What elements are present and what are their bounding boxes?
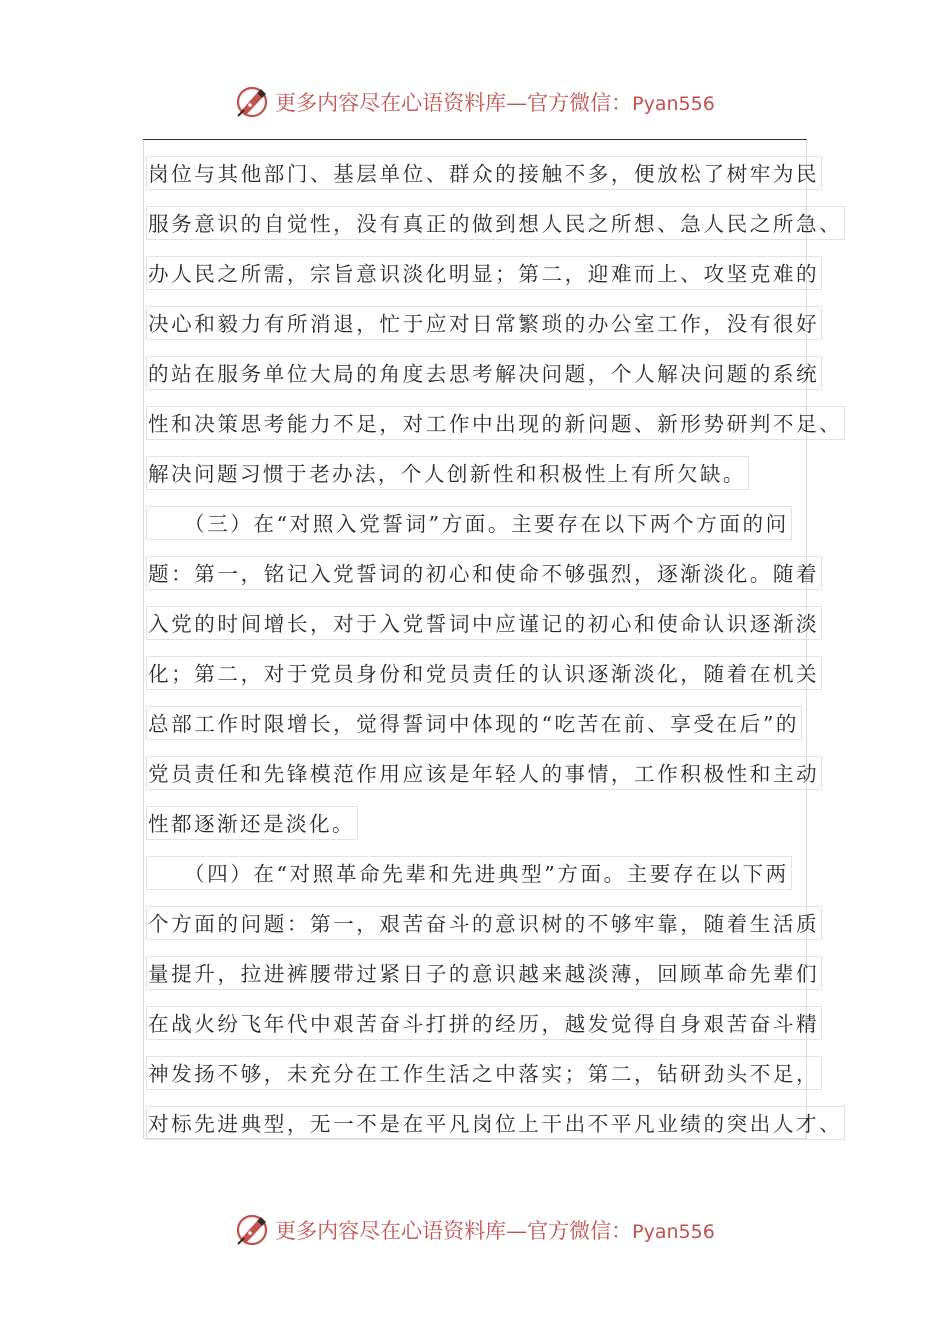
text-line-content: （四）在“对照革命先辈和先进典型”方面。主要存在以下两: [146, 856, 792, 890]
text-line: [146, 1098, 843, 1148]
text-line: [146, 398, 843, 448]
pen-nib-logo-icon: [235, 1213, 269, 1247]
document-body: [146, 148, 843, 1148]
text-line: [146, 248, 826, 298]
text-line: [146, 648, 826, 698]
text-line-content: 岗位与其他部门、基层单位、群众的接触不多，便放松了树牢为民: [146, 156, 822, 190]
text-line-content: 办人民之所需，宗旨意识淡化明显；第二，迎难而上、攻坚克难的: [146, 256, 822, 290]
text-line-content: 服务意识的自觉性，没有真正的做到想人民之所想、急人民之所急、: [146, 206, 845, 240]
text-line-content: 个方面的问题：第一，艰苦奋斗的意识树的不够牢靠，随着生活质: [146, 906, 822, 940]
text-line: [146, 798, 826, 848]
text-line: [146, 998, 826, 1048]
text-line: [146, 548, 826, 598]
banner-text: [275, 87, 715, 117]
text-line-content: 解决问题习惯于老办法，个人创新性和积极性上有所欠缺。: [146, 456, 749, 490]
text-line-content: 总部工作时限增长，觉得誓词中体现的“吃苦在前、享受在后”的: [146, 706, 802, 740]
text-line-content: 在战火纷飞年代中艰苦奋斗打拼的经历，越发觉得自身艰苦奋斗精: [146, 1006, 822, 1040]
header-banner: [0, 80, 950, 124]
text-line-content: 神发扬不够，未充分在工作生活之中落实；第二，钻研劲头不足，: [146, 1056, 822, 1090]
text-line: [146, 848, 826, 898]
text-line: [146, 1048, 826, 1098]
text-line-content: 党员责任和先锋模范作用应该是年轻人的事情，工作积极性和主动: [146, 756, 822, 790]
text-line-content: 量提升，拉进裤腰带过紧日子的意识越来越淡薄，回顾革命先辈们: [146, 956, 822, 990]
pen-nib-logo-icon: [235, 85, 269, 119]
header-rule: [143, 139, 807, 140]
text-line-content: 的站在服务单位大局的角度去思考解决问题，个人解决问题的系统: [146, 356, 822, 390]
banner-slogan: 更多内容尽在心语资料库—官方微信：: [275, 1219, 633, 1243]
text-line-content: （三）在“对照入党誓词”方面。主要存在以下两个方面的问: [146, 506, 792, 540]
text-line-content: 化；第二，对于党员身份和党员责任的认识逐渐淡化，随着在机关: [146, 656, 822, 690]
banner-text: [275, 1215, 715, 1245]
text-line: [146, 598, 826, 648]
text-line: [146, 148, 826, 198]
text-line-content: 性都逐渐还是淡化。: [146, 806, 358, 840]
text-line: [146, 498, 826, 548]
text-line-content: 决心和毅力有所消退，忙于应对日常繁琐的办公室工作，没有很好: [146, 306, 822, 340]
text-line-content: 题：第一，铭记入党誓词的初心和使命不够强烈，逐渐淡化。随着: [146, 556, 822, 590]
text-line: [146, 348, 826, 398]
banner-wechat-id: Pyan556: [632, 1221, 715, 1243]
text-line: [146, 898, 826, 948]
banner-slogan: 更多内容尽在心语资料库—官方微信：: [275, 91, 633, 115]
text-line: [146, 298, 826, 348]
footer-banner: [0, 1208, 950, 1252]
text-line-content: 入党的时间增长，对于入党誓词中应谨记的初心和使命认识逐渐淡: [146, 606, 822, 640]
text-line: [146, 198, 843, 248]
text-line: [146, 748, 826, 798]
text-line: [146, 448, 826, 498]
text-line-content: 对标先进典型，无一不是在平凡岗位上干出不平凡业绩的突出人才、: [146, 1106, 845, 1140]
text-line: [146, 948, 826, 998]
text-line-content: 性和决策思考能力不足，对工作中出现的新问题、新形势研判不足、: [146, 406, 845, 440]
banner-wechat-id: Pyan556: [632, 93, 715, 115]
text-line: [146, 698, 826, 748]
